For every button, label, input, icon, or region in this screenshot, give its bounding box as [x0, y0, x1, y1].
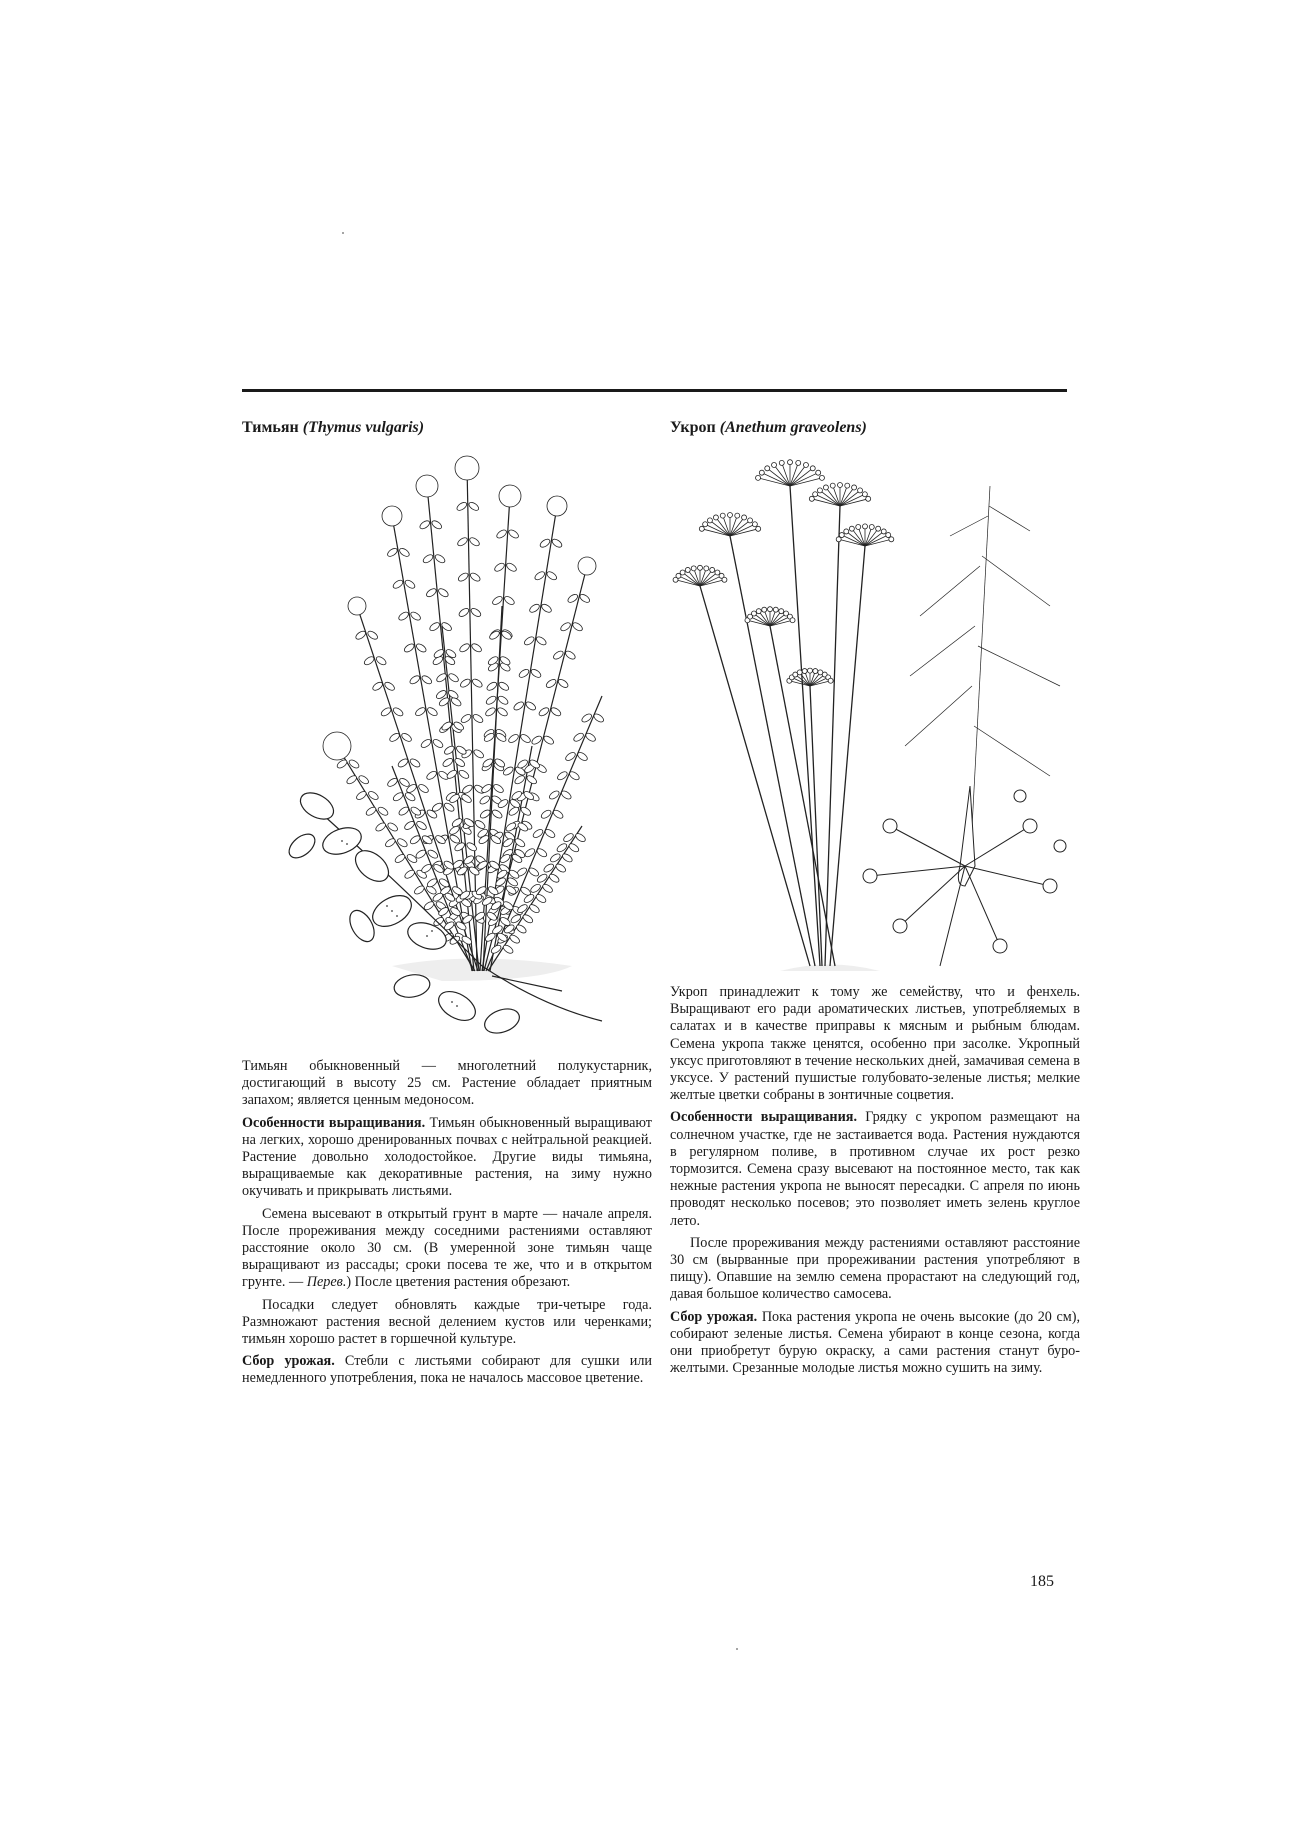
dill-umbel [787, 668, 833, 686]
thyme-leaf [488, 630, 500, 641]
thyme-leaf [415, 642, 427, 653]
thyme-leaf [458, 769, 470, 780]
thyme-leaf [584, 732, 596, 743]
thyme-leaf [513, 700, 525, 711]
thyme-translator-note: Перев. [306, 1274, 347, 1291]
dill-umbel [699, 513, 760, 537]
thyme-leaf [487, 885, 499, 896]
thyme-leaf [397, 610, 409, 621]
thyme-leaf [540, 603, 552, 614]
thyme-leaf [555, 862, 567, 873]
thyme-leaf [398, 547, 410, 558]
thyme-leaf [491, 808, 503, 819]
thyme-leaf [561, 852, 573, 863]
thyme-leaf [456, 501, 468, 512]
thyme-leaf [403, 642, 415, 653]
thyme-leaf [409, 834, 421, 845]
thyme-leaf [403, 820, 415, 831]
thyme-leaf [431, 519, 443, 530]
thyme-leaf [490, 944, 502, 955]
thyme-leaf [459, 678, 471, 689]
thyme-leaf [529, 883, 541, 894]
thyme-leaf [541, 883, 553, 894]
scan-speck [736, 1648, 738, 1650]
thyme-leaf [354, 630, 366, 641]
thyme-leaf [470, 642, 482, 653]
thyme-leaf [551, 538, 563, 549]
thyme-renew-paragraph: Посадки следует обновлять каждые три-четыре года. Размножают растения весной делением кустов или черенками; тимьян хорошо растет в горшечной культуре. [242, 1296, 652, 1348]
thyme-leaf [535, 893, 547, 904]
thyme-harvest-text: Стебли с листьями собирают для сушки или немедленного употребления, пока не началось массовое цветение. [242, 1353, 652, 1387]
thyme-leaf [528, 603, 540, 614]
thyme-leaf [539, 538, 551, 549]
thyme-leaf [542, 735, 554, 746]
thyme-leaf [443, 745, 455, 756]
scan-speck [342, 232, 344, 234]
thyme-leaf [535, 635, 547, 646]
thyme-leaf [357, 774, 369, 785]
thyme-leaf [568, 770, 580, 781]
thyme-leaf [456, 536, 468, 547]
thyme-leaf [552, 649, 564, 660]
thyme-leaf [560, 789, 572, 800]
thyme-leaf [472, 713, 484, 724]
thyme-leaf [455, 745, 467, 756]
thyme-plant-illustration [242, 446, 652, 1058]
thyme-leaf [384, 837, 396, 848]
thyme-leaf [528, 866, 540, 877]
thyme-leaf [419, 519, 431, 530]
thyme-leaf [493, 562, 505, 573]
thyme-leaf [386, 547, 398, 558]
thyme-leaf [432, 738, 444, 749]
thyme-leaf [498, 681, 510, 692]
thyme-leaf [365, 806, 377, 817]
dill-umbel [836, 524, 894, 546]
thyme-leaf [519, 733, 531, 744]
dill-heading-latin: (Anethum graveolens) [719, 419, 867, 436]
thyme-leaf [479, 794, 491, 805]
thyme-leaf [398, 805, 410, 816]
thyme-leaf [377, 806, 389, 817]
thyme-leaf [446, 769, 458, 780]
thyme-leaf [486, 681, 498, 692]
thyme-leaf [557, 678, 569, 689]
thyme-leaf [484, 932, 496, 943]
dill-thinning-paragraph: После прореживания между растениями оставляют расстояние 30 см (вырванные при прореживании растения употребляют в пищу). Опавшие на землю семена прорастают на следующий год, давая большое количество самосева. [670, 1234, 1080, 1303]
dill-text [670, 984, 1080, 1377]
thyme-leaf [451, 817, 463, 828]
dill-harvest-text: Пока растения укропа не очень высокие (до 20 см), собирают зеленые листья. Семена убирают в конце сезона, когда они приобретут бурую окраску, а сами растения станут буро-желтыми. Срезанные молодые листья можно сушить на зиму. [670, 1308, 1081, 1377]
thyme-leaf [461, 784, 473, 795]
thyme-leaf [525, 700, 537, 711]
thyme-leaf [522, 913, 534, 924]
top-rule [242, 389, 1067, 392]
dill-umbel [756, 460, 825, 486]
thyme-leaf [496, 706, 508, 717]
thyme-leaf [380, 706, 392, 717]
dill-growing-title: Особенности выращивания. [670, 1109, 857, 1126]
thyme-leaf [348, 758, 360, 769]
thyme-leaf [386, 777, 398, 788]
thyme-leaf [492, 783, 504, 794]
thyme-leaf [530, 668, 542, 679]
thyme-leaf [421, 674, 433, 685]
thyme-leaf [394, 853, 406, 864]
thyme-growing-title: Особенности выращивания. [242, 1114, 426, 1131]
thyme-leaf [485, 695, 497, 706]
thyme-heading [242, 418, 652, 438]
thyme-leaf [538, 706, 550, 717]
thyme-leaf [413, 884, 425, 895]
thyme-leaf [425, 770, 437, 781]
thyme-leaf [548, 873, 560, 884]
thyme-leaf [502, 944, 514, 955]
dill-umbel [809, 483, 870, 507]
dill-umbel [745, 607, 795, 626]
thyme-leaf [503, 595, 515, 606]
thyme-leaf [437, 587, 449, 598]
dill-harvest-paragraph [670, 1309, 1080, 1378]
page-number: 185 [1030, 1573, 1054, 1590]
thyme-heading-latin: (Thymus vulgaris) [302, 419, 425, 436]
thyme-leaf [579, 593, 591, 604]
thyme-leaf [355, 790, 367, 801]
thyme-leaf [562, 832, 574, 843]
thyme-leaf [449, 833, 461, 844]
thyme-leaf [425, 587, 437, 598]
thyme-leaf [367, 790, 379, 801]
thyme-leaf [559, 621, 571, 632]
thyme-leaf [567, 593, 579, 604]
thyme-leaf [428, 621, 440, 632]
thyme-leaf [552, 809, 564, 820]
thyme-leaf [530, 735, 542, 746]
thyme-leaf [508, 933, 520, 944]
thyme-leaf [508, 806, 520, 817]
thyme-leaf [454, 757, 466, 768]
thyme-leaf [409, 610, 421, 621]
thyme-leaf [371, 681, 383, 692]
thyme-leaf [460, 713, 472, 724]
thyme-leaf [507, 733, 519, 744]
thyme-leaf [564, 649, 576, 660]
thyme-leaf [546, 570, 558, 581]
thyme-heading-name: Тимьян [242, 419, 299, 436]
thyme-leaf [536, 847, 548, 858]
thyme-sowing-start: Семена высевают в открытый грунт в марте — начале апреля. После прореживания между соседними растениями оставляют расстояние около 30 см. (В умеренной зоне тимьян чаще выращивают из рассады; сроки посева те же, что и в открытом грунте. — [242, 1205, 652, 1291]
thyme-intro: Тимьян обыкновенный — многолетний полукустарник, достигающий в высоту 25 см. Растение обладает приятным запахом; является ценным медоносом. [242, 1058, 652, 1109]
thyme-leaf [513, 774, 525, 785]
thyme-harvest-title: Сбор урожая. [242, 1353, 335, 1370]
thyme-leaf [474, 819, 486, 830]
thyme-leaf [420, 863, 432, 874]
thyme-growing-paragraph [242, 1115, 652, 1201]
thyme-text [242, 1058, 652, 1388]
thyme-leaf [458, 642, 470, 653]
thyme-leaf [414, 706, 426, 717]
thyme-leaf [397, 757, 409, 768]
thyme-leaf [574, 832, 586, 843]
dill-heading-name: Укроп [670, 419, 716, 436]
thyme-leaf [403, 869, 415, 880]
thyme-leaf [500, 630, 512, 641]
thyme-leaf [518, 668, 530, 679]
thyme-leaf [497, 695, 509, 706]
thyme-growing-text: Тимьян обыкновенный выращивают на легких, хорошо дренированных почвах с нейтральной реакцией. Растение довольно холодостойкое. Другие виды тимьяна, выращиваемые как декоративные растения, на зиму нужно окучивать и прикрывать листьями. [242, 1114, 653, 1200]
thyme-leaf [520, 806, 532, 817]
thyme-leaf [468, 536, 480, 547]
thyme-leaf [592, 712, 604, 723]
thyme-sowing-end: ) После цветения растения обрезают. [346, 1274, 571, 1291]
thyme-leaf [505, 821, 517, 832]
thyme-leaf [525, 774, 537, 785]
thyme-leaf [426, 706, 438, 717]
thyme-leaf [505, 562, 517, 573]
thyme-leaf [363, 655, 375, 666]
thyme-sowing-paragraph [242, 1206, 652, 1292]
thyme-leaf [470, 607, 482, 618]
thyme-leaf [422, 553, 434, 564]
thyme-leaf [516, 903, 528, 914]
dill-growing-text: Грядку с укропом размещают на солнечном участке, где не застаивается вода. Растения нуждаются в регулярном поливе, в противном случае их рост резко тормозится. Семена сразу высевают на постоянное место, так как нежные растения укропа не выносят пересадки. С апреля по июнь проводят несколько посевов; это позволяет иметь зелень круглое лето. [670, 1109, 1080, 1229]
thyme-leaf [534, 570, 546, 581]
thyme-leaf [420, 738, 432, 749]
dill-harvest-title: Сбор урожая. [670, 1308, 758, 1325]
thyme-leaf [392, 579, 404, 590]
thyme-leaf [491, 595, 503, 606]
thyme-leaf [550, 706, 562, 717]
thyme-leaf [571, 621, 583, 632]
thyme-leaf [404, 579, 416, 590]
thyme-leaf [426, 877, 438, 888]
thyme-leaf [482, 757, 494, 768]
thyme-leaf [469, 571, 481, 582]
thyme-leaf [450, 696, 462, 707]
thyme-leaf [458, 607, 470, 618]
thyme-leaf [465, 841, 477, 852]
thyme-leaf [568, 842, 580, 853]
thyme-leaf [549, 852, 561, 863]
thyme-leaf [471, 678, 483, 689]
thyme-leaf [543, 862, 555, 873]
thyme-leaf [447, 672, 459, 683]
dill-growing-paragraph [670, 1109, 1080, 1229]
thyme-leaf [386, 821, 398, 832]
thyme-leaf [544, 828, 556, 839]
thyme-leaf [528, 903, 540, 914]
thyme-harvest-paragraph [242, 1353, 652, 1387]
thyme-leaf [374, 821, 386, 832]
thyme-leaf [556, 842, 568, 853]
thyme-column [242, 418, 652, 1393]
thyme-leaf [468, 501, 480, 512]
thyme-leaf [545, 678, 557, 689]
thyme-leaf [443, 802, 455, 813]
dill-plant-illustration [670, 446, 1080, 978]
thyme-leaf [415, 849, 427, 860]
thyme-leaf [409, 674, 421, 685]
thyme-leaf [396, 837, 408, 848]
thyme-leaf [484, 706, 496, 717]
thyme-leaf [523, 635, 535, 646]
dill-umbel [673, 565, 727, 586]
thyme-leaf [388, 732, 400, 743]
thyme-leaf [576, 751, 588, 762]
thyme-leaf [434, 553, 446, 564]
thyme-leaf [457, 571, 469, 582]
dill-intro: Укроп принадлежит к тому же семейству, что и фенхель. Выращивают его ради ароматических листьев, употребляемых в салатах и в качестве приправы к мясным и рыбным блюдам. Семена укропа также ценятся, особенно при засолке. Укропный уксус приготовляют в течение нескольких дней, замачивая семена в уксусе. У растений пушистые голубовато-зеленые листья; мелкие желтые цветки собраны в зонтичные соцветия. [670, 984, 1080, 1104]
dill-column [670, 418, 1080, 1382]
thyme-leaf [442, 757, 454, 768]
thyme-leaf [507, 528, 519, 539]
thyme-leaf [510, 913, 522, 924]
thyme-leaf [345, 774, 357, 785]
thyme-leaf [472, 748, 484, 759]
thyme-leaf [460, 793, 472, 804]
thyme-leaf [515, 923, 527, 934]
thyme-leaf [495, 528, 507, 539]
thyme-leaf [392, 791, 404, 802]
dill-heading [670, 418, 1080, 438]
